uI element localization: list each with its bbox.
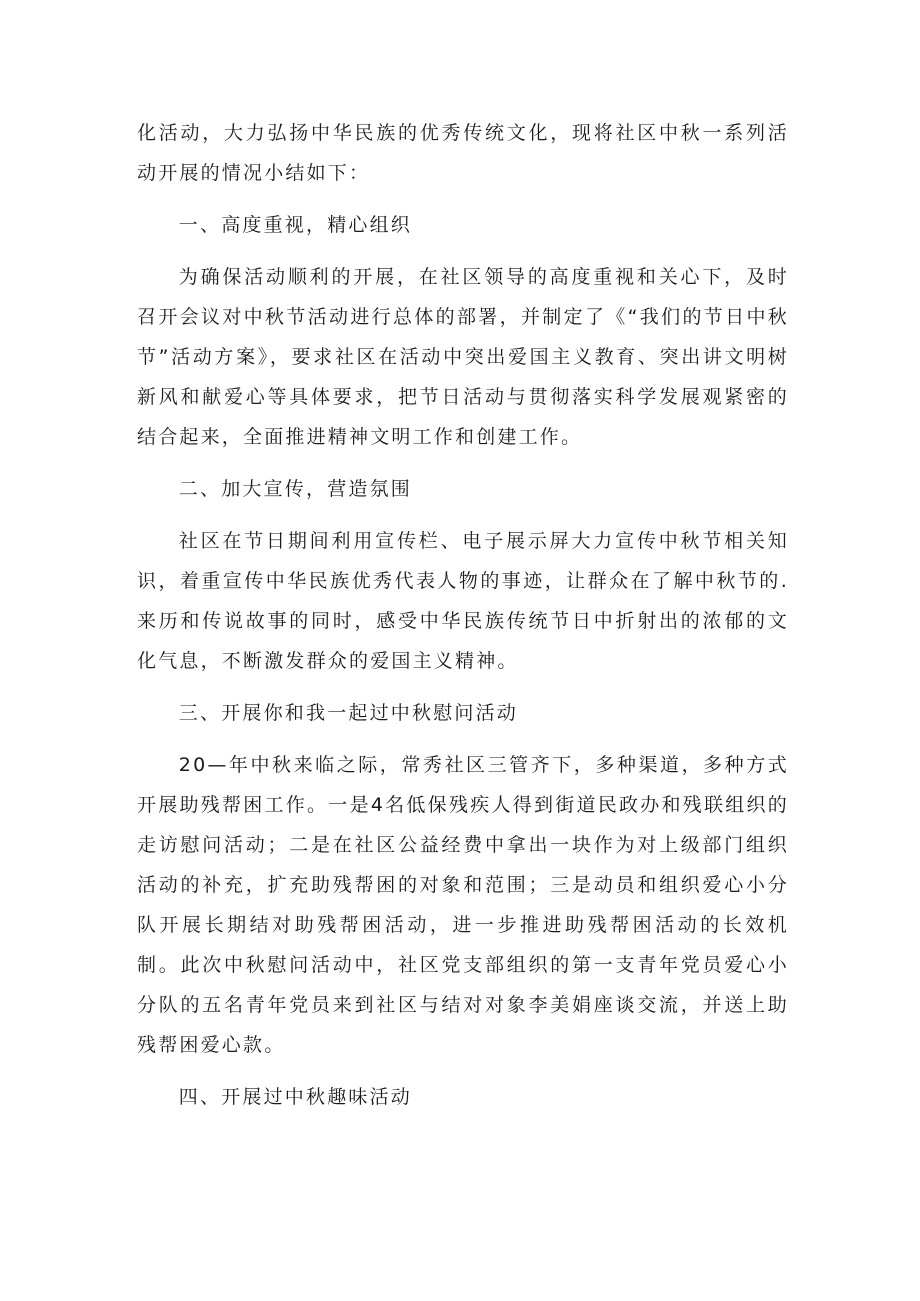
- paragraph-section-1: 为确保活动顺利的开展，在社区领导的高度重视和关心下，及时召开会议对中秋节活动进行总体的部署，并制定了《“我们的节日中秋节”活动方案》，要求社区在活动中突出爱国主义教育、突出讲文明树新风和献爱心等具体要求，把节日活动与贯彻落实科学发展观紧密的结合起来，全面推进精神文明工作和创建工作。: [137, 266, 789, 448]
- section-heading-3: 三、开展你和我一起过中秋慰问活动: [178, 702, 518, 724]
- section-heading-1: 一、高度重视，精心组织: [178, 214, 412, 236]
- section-heading-4: 四、开展过中秋趣味活动: [178, 1086, 412, 1108]
- document-body: [137, 113, 789, 1129]
- paragraph-intro-continued: 化活动，大力弘扬中华民族的优秀传统文化，现将社区中秋一系列活动开展的情况小结如下：: [137, 122, 789, 184]
- section-heading-2: 二、加大宣传，营造氛围: [178, 478, 412, 500]
- paragraph-section-3: 20—年中秋来临之际，常秀社区三管齐下，多种渠道，多种方式开展助残帮困工作。一是4名低保残疾人得到街道民政办和残联组织的走访慰问活动；二是在社区公益经费中拿出一块作为对上级部门组织活动的补充，扩充助残帮困的对象和范围；三是动员和组织爱心小分队开展长期结对助残帮困活动，进一步推进助残帮困活动的长效机制。此次中秋慰问活动中，社区党支部组织的第一支青年党员爱心小分队的五名青年党员来到社区与结对对象李美娟座谈交流，并送上助残帮困爱心款。: [137, 754, 789, 1056]
- paragraph-section-2: 社区在节日期间利用宣传栏、电子展示屏大力宣传中秋节相关知识，着重宣传中华民族优秀代表人物的事迹，让群众在了解中秋节的.来历和传说故事的同时，感受中华民族传统节日中折射出的浓郁的文化气息，不断激发群众的爱国主义精神。: [137, 530, 789, 672]
